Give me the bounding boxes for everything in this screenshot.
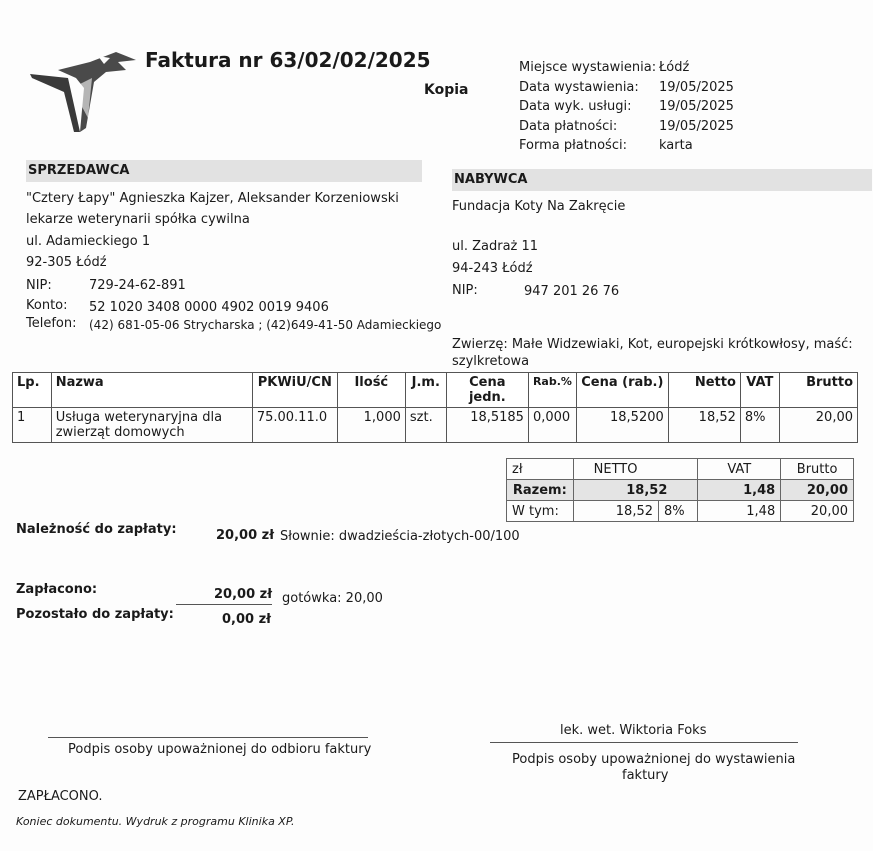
meta-label: Miejsce wystawienia: [519, 60, 657, 75]
paid-stamp: ZAPŁACONO. [18, 789, 103, 804]
issuer-signature-line [490, 742, 798, 743]
sum-incl-gross: 20,00 [781, 501, 854, 522]
col-net: Netto [668, 373, 740, 408]
cell-net: 18,52 [668, 408, 740, 443]
col-vat: VAT [740, 373, 779, 408]
meta-value: 19/05/2025 [659, 79, 734, 95]
cell-lp: 1 [13, 408, 52, 443]
animal-info-cont: szylkretowa [452, 354, 530, 369]
cell-gross: 20,00 [779, 408, 857, 443]
col-gross: Brutto [779, 373, 857, 408]
issuer-signature-label: Podpis osoby upoważnionej do wystawienia [512, 752, 796, 767]
buyer-nip-label: NIP: [452, 283, 478, 298]
cell-qty: 1,000 [337, 408, 405, 443]
summary-total-row [507, 480, 854, 501]
buyer-street: ul. Zadraż 11 [452, 239, 539, 254]
paid-amount: 20,00 zł [214, 587, 273, 602]
clinic-logo-icon [28, 48, 138, 136]
col-price: Cena jedn. [446, 373, 528, 408]
items-header-row [13, 373, 858, 408]
cell-unit: szt. [405, 408, 446, 443]
sum-currency: zł [507, 459, 574, 480]
due-label: Należność do zapłaty: [16, 522, 177, 537]
receiver-signature-line [48, 737, 368, 738]
sum-net-header: NETTO [573, 459, 698, 480]
col-pkwiu: PKWiU/CN [252, 373, 337, 408]
meta-label: Data wystawienia: [519, 79, 639, 95]
animal-info: Zwierzę: Małe Widzewiaki, Kot, europejski krótkowłosy, maść: [452, 337, 853, 352]
meta-label: Data płatności: [519, 118, 618, 134]
seller-city: 92-305 Łódź [26, 255, 107, 270]
meta-value: 19/05/2025 [659, 118, 734, 134]
paid-underline [176, 604, 272, 605]
amount-in-words: Słownie: dwadzieścia-złotych-00/100 [280, 529, 520, 544]
copy-label: Kopia [424, 82, 469, 98]
meta-row [519, 136, 734, 156]
buyer-name: Fundacja Koty Na Zakręcie [452, 199, 626, 214]
summary-header-row [507, 459, 854, 480]
seller-phone: (42) 681-05-06 Strycharska ; (42)649-41-50 Adamieckiego [89, 318, 442, 332]
col-lp: Lp. [13, 373, 52, 408]
seller-account-label: Konto: [26, 298, 68, 313]
items-table [12, 372, 858, 443]
meta-value: Łódź [659, 60, 690, 75]
buyer-heading: NABYWCA [452, 169, 872, 191]
meta-row [519, 78, 734, 98]
meta-value: 19/05/2025 [659, 99, 734, 114]
seller-nip-label: NIP: [26, 278, 52, 293]
cell-name-line2: zwierząt domowych [55, 425, 185, 440]
seller-nip: 729-24-62-891 [89, 278, 186, 293]
seller-account: 52 1020 3408 0000 4902 0019 9406 [89, 300, 329, 315]
table-row [13, 408, 858, 443]
summary-incl-row [507, 501, 854, 522]
invoice-title: Faktura nr 63/02/02/2025 [145, 48, 431, 72]
cell-vat: 8% [740, 408, 779, 443]
sum-incl-vat: 1,48 [698, 501, 781, 522]
seller-type: lekarze weterynarii spółka cywilna [26, 212, 250, 227]
cell-name [51, 408, 252, 443]
summary-table [506, 458, 854, 522]
col-unit: J.m. [405, 373, 446, 408]
col-discount: Rab.% [528, 373, 576, 408]
seller-street: ul. Adamieckiego 1 [26, 234, 151, 249]
due-amount: 20,00 zł [216, 528, 275, 543]
meta-row [519, 117, 734, 137]
meta-label: Data wyk. usługi: [519, 99, 632, 114]
sum-vat-header: VAT [698, 459, 781, 480]
invoice-meta [519, 58, 734, 156]
col-name: Nazwa [51, 373, 252, 408]
seller-name: "Cztery Łapy" Agnieszka Kajzer, Aleksander Korzeniowski [26, 191, 399, 206]
paid-method: gotówka: 20,00 [282, 591, 383, 606]
buyer-nip: 947 201 26 76 [524, 284, 620, 299]
cell-discount: 0,000 [528, 408, 576, 443]
receiver-signature-label: Podpis osoby upoważnionej do odbioru faktury [68, 742, 372, 757]
remaining-label: Pozostało do zapłaty: [16, 607, 174, 622]
seller-heading: SPRZEDAWCA [26, 160, 422, 182]
sum-total-vat: 1,48 [698, 480, 781, 501]
sum-incl-rate: 8% [659, 501, 698, 522]
paid-label: Zapłacono: [16, 582, 98, 597]
sum-total-label: Razem: [507, 480, 574, 501]
sum-total-gross: 20,00 [781, 480, 854, 501]
issuer-name: lek. wet. Wiktoria Foks [560, 723, 707, 738]
meta-label: Forma płatności: [519, 138, 627, 153]
col-price-discounted: Cena (rab.) [576, 373, 668, 408]
cell-price: 18,5185 [446, 408, 528, 443]
buyer-city: 94-243 Łódź [452, 261, 533, 276]
cell-name-line1: Usługa weterynaryjna dla [55, 410, 223, 425]
sum-incl-label: W tym: [507, 501, 574, 522]
meta-row [519, 97, 734, 117]
issuer-signature-label-cont: faktury [622, 768, 669, 783]
document-footer: Koniec dokumentu. Wydruk z programu Klinika XP. [16, 815, 295, 828]
sum-gross-header: Brutto [781, 459, 854, 480]
meta-row [519, 58, 734, 78]
sum-incl-net: 18,52 [573, 501, 658, 522]
cell-price-discounted: 18,5200 [576, 408, 668, 443]
seller-phone-label: Telefon: [26, 316, 77, 331]
meta-value: karta [659, 138, 693, 153]
cell-pkwiu: 75.00.11.0 [252, 408, 337, 443]
sum-total-net: 18,52 [573, 480, 698, 501]
remaining-amount: 0,00 zł [222, 612, 271, 627]
col-qty: Ilość [337, 373, 405, 408]
